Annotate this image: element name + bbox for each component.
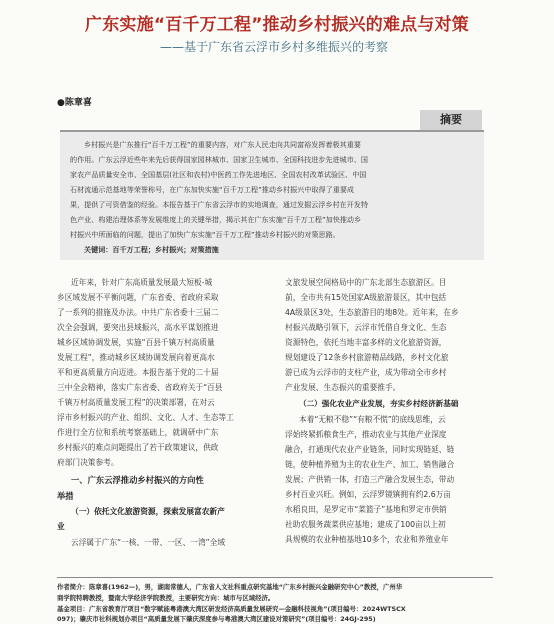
body-line: 村振兴战略引领下，云浮市凭借自身文化、生态 [285,323,447,332]
abstract-line: 的作用。广东云浮近些年来先后获得国家园林城市、国家卫生城市、全国科技进步先进城市、国 [70,155,368,164]
body-line: 乡村振兴的难点问题提出了若干政策建议，供政 [57,443,219,452]
subsection-heading: （一）依托文化旅游资源，探索发展富农新产 [71,507,225,516]
footnote-divider [57,577,493,578]
body-line: 浮市乡村振兴的产业、组织、文化、人才、生态等工 [57,413,234,422]
section-heading-cont: 举措 [57,491,74,501]
body-line: 产业发展、生态振兴的重要推手。 [285,383,401,392]
body-line: 本着“无粮不稳”“有粮不慌”的底线思维，云 [299,415,446,424]
body-line: 发展工程”，推动城乡区域协调发展向着更高水 [57,353,215,362]
body-line: 游已成为云浮市的支柱产业，成为带动全市乡村 [285,368,447,377]
footnote-line: 基金项目：广东省教育厅项目“数字赋能粤港澳大湾区研发经济高质量发展研究—金融科技视角”(项目编号：2024WTSCX [57,605,406,613]
abstract-keywords: 关键词：百千万工程；乡村振兴；对策措施 [84,245,219,254]
body-line: 次全会强调，要突出县域振兴，高水平谋划推进 [57,323,219,332]
body-line: 云浮属于广东“一核、一带、一区、一湾”全域 [71,538,226,547]
body-line: 规划建设了12条乡村旅游精品线路，乡村文化旅 [285,353,449,362]
abstract-heading: 摘要 [420,110,482,130]
article-title: 广东实施“百千万工程”推动乡村振兴的难点与对策 [85,15,469,35]
body-line: 资源特色，依托当地丰富多样的文化旅游资源， [285,338,447,347]
subsection-heading-cont: 业 [57,522,65,531]
abstract-line: 石材流通示范基地等荣誉称号，在广东加快实施“百千万工程”推动乡村振兴中取得了重要成 [70,185,355,194]
body-line: 文旅发展空间格局中的广东北部生态旅游区。目 [285,278,447,287]
abstract-line: 村振兴中所面临的问题，提出了加快广东实施“百千万工程”推动乡村振兴的对策思路。 [70,230,340,239]
body-line: 社助农服务蔬菜供应基地；建成了100亩以上初 [285,520,446,529]
footnote-line: 097)；肇庆市社科规划办项目“高质量发展下肇庆深度参与粤港澳大湾区建设对策研究”(项目编号：24GJ-295) [57,615,376,623]
abstract-line: 果，提供了可资借鉴的经验。本报告基于广东省云浮市的实地调查，通过发掘云浮乡村在开发特 [70,200,368,209]
body-line: 乡区域发展不平衡问题，广东省委、省政府采取 [57,293,219,302]
body-line: 平和更高质量方向迈进。本报告基于党的二十届 [57,368,219,377]
article-subtitle: ——基于广东省云浮市乡村多维振兴的考察 [160,40,389,54]
body-line: 水稻良田，是罗定市“菜篮子”基地和罗定市供销 [285,505,447,514]
body-line: 具规模的农业种植基地10多个，农业和养殖业年 [285,535,449,544]
abstract-line: 家农产品质量安全市、全国基层(社区和农村)中医药工作先进地区、全国农村改革试验区、中国 [70,170,367,179]
body-line: 发展；产供销一体，打造三产融合发展生态，带动 [285,475,455,484]
body-line: 乡村百业兴旺。例如，云浮罗镜镇拥有约2.6万亩 [285,490,451,499]
body-line: 千镇万村高质量发展工程”的决策部署，在对云 [57,398,215,407]
body-line: 链，使种植养殖为主的农业生产、加工、销售融合 [285,460,455,469]
author-name: ●陈章喜 [57,98,92,108]
body-line: 城乡区域协调发展，实施“百县千镇万村高质量 [57,338,215,347]
abstract-line: 乡村振兴是广东推行“百千万工程”的重要内容，对广东人民走向共同富裕发挥着极其重要 [84,140,361,149]
body-line: 浮始终紧抓粮食生产，推动农业与其他产业深度 [285,430,447,439]
subsection-heading: （二）强化农业产业发展，夯实乡村经济新基础 [299,399,459,408]
body-line: 作进行全方位和系统考察基础上，就调研中广东 [57,428,219,437]
body-line: 4A级景区3处，生态旅游目的地8处。近年来，在乡 [285,308,459,317]
section-heading: 一、广东云浮推动乡村振兴的方向性 [71,475,204,485]
footnote-line: 商学院特聘教授，暨南大学经济学院教授，主要研究方向：城市与区域经济。 [57,594,275,602]
body-line: 前，全市共有15处国家A级旅游景区，其中包括 [285,293,447,302]
body-line: 了一系列的措施及办法。中共广东省委十三届二 [57,308,219,317]
body-line: 府部门决策参考。 [57,458,119,467]
abstract-line: 色产业、构建治理体系等发展维度上的关键举措，揭示其在广东实施“百千万工程”加快推动乡 [70,215,362,224]
body-line: 三中全会精神，落实广东省委、省政府关于“百县 [57,383,223,392]
body-line: 近年来，针对广东高质量发展最大短板-城 [71,278,213,287]
body-line: 融合，打通现代农业产业链条，同时实现链延、链 [285,445,455,454]
footnote-line: 作者简介：陈章喜(1962—)，男，湖南常德人，广东省人文社科重点研究基地“广东乡村振兴金融研究中心”教授，广州华 [57,583,403,591]
